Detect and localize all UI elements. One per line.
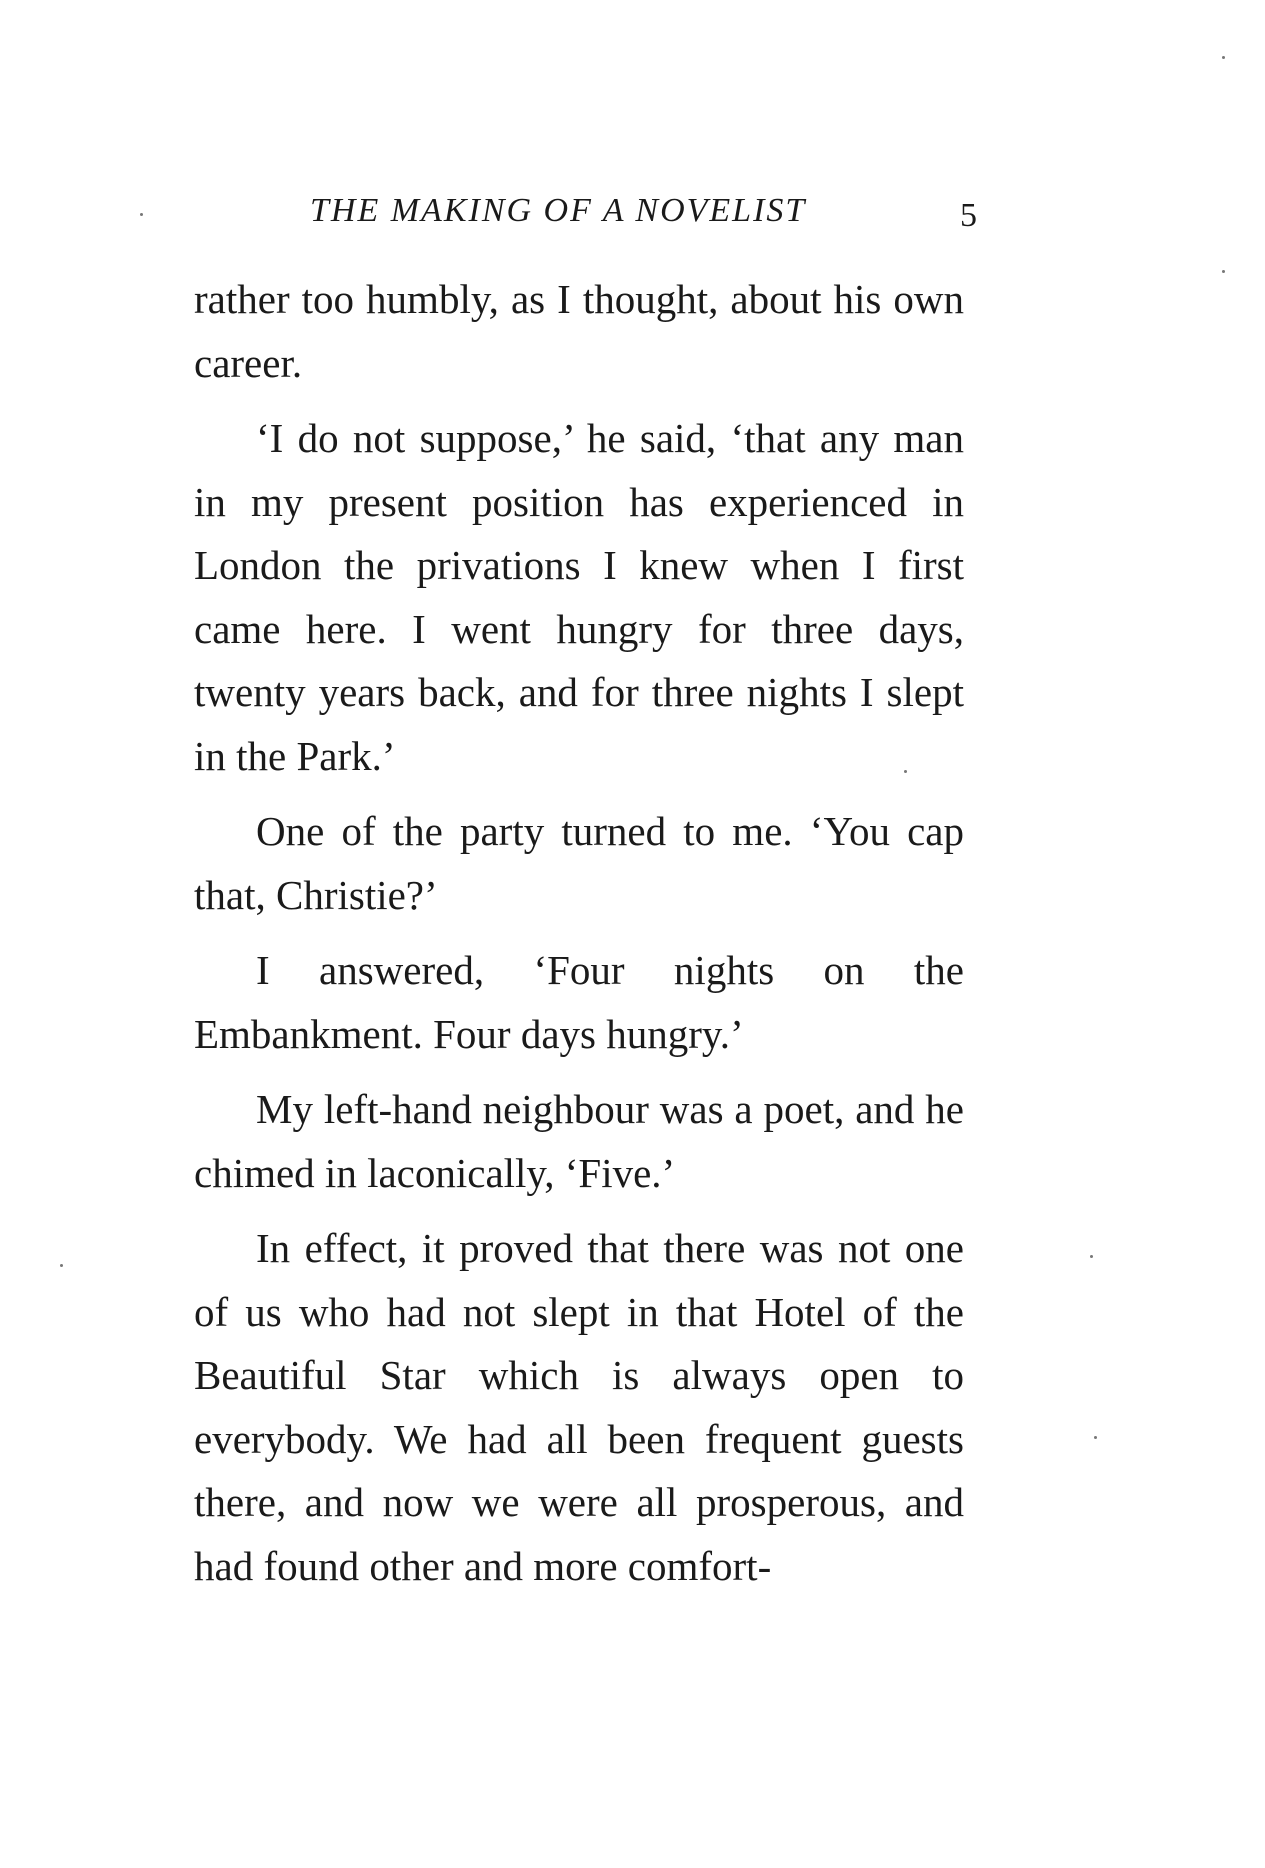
scan-speck <box>60 1264 63 1267</box>
paragraph: My left-hand neighbour was a poet, and he chimed in laconically, ‘Five.’ <box>194 1086 964 1196</box>
scan-speck <box>904 770 907 773</box>
paragraph-continued: rather too humbly, as I thought, about his own career. <box>194 276 964 386</box>
scan-speck <box>1222 270 1225 273</box>
paragraph: In effect, it proved that there was not one of us who had not slept in that Hotel of the Beautiful Star which is always open to everybody. We had all been frequent guests there, and now we were all prosperous, and had found other and more comfort- <box>194 1225 964 1589</box>
scan-speck <box>1090 1255 1093 1258</box>
scan-speck <box>140 213 143 216</box>
page-number: 5 <box>960 197 977 234</box>
scan-speck <box>1094 1436 1097 1439</box>
scan-speck <box>1222 56 1225 59</box>
paragraph: I answered, ‘Four nights on the Embankment. Four days hungry.’ <box>194 947 964 1057</box>
running-head-title: THE MAKING OF A NOVELIST <box>310 192 807 229</box>
body-text <box>194 268 964 1598</box>
paragraph: One of the party turned to me. ‘You cap that, Christie?’ <box>194 808 964 918</box>
paragraph: ‘I do not suppose,’ he said, ‘that any man in my present position has experienced in London the privations I knew when I first came here. I went hungry for three days, twenty years back, and for three nights I slept in the Park.’ <box>194 415 964 779</box>
